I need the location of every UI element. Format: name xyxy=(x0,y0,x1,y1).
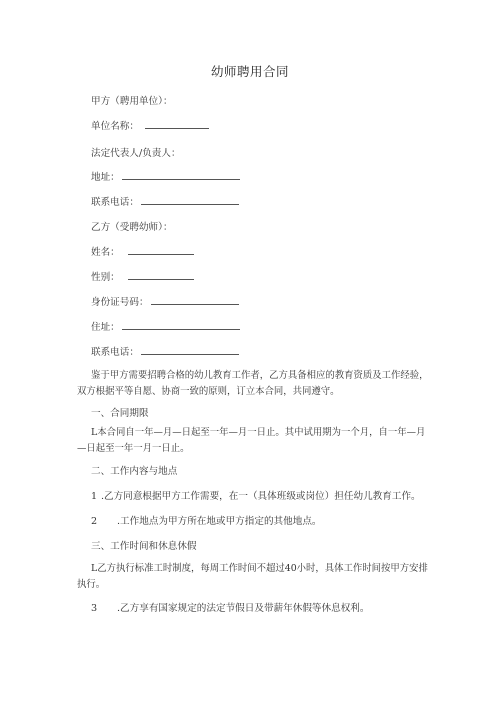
section3-item3-text: .乙方享有国家规定的法定节假日及带薪年休假等休息权利。 xyxy=(117,603,370,614)
legal-rep-label: 法定代表人/负责人： xyxy=(91,148,181,159)
intro-text: 鉴于甲方需要招聘合格的幼儿教育工作者，乙方具备相应的教育资质及工作经验，双方根据平等自愿、协商一致的原则，订立本合同，共同遵守。 xyxy=(77,370,429,397)
phone-a-label: 联系电话： xyxy=(91,197,139,208)
party-b-heading: 乙方（受聘幼师）： xyxy=(91,222,173,233)
section2-item2-number: 2 xyxy=(91,516,98,527)
address-a-blank xyxy=(122,171,240,180)
party-a-heading: 甲方（聘用单位）： xyxy=(91,96,173,107)
section2-item2-text: .工作地点为甲方所在地或甲方指定的其他地点。 xyxy=(117,516,322,527)
unit-name-field xyxy=(91,120,209,133)
phone-b-field xyxy=(91,346,239,359)
name-blank xyxy=(128,246,194,255)
section3-text: L乙方执行标准工时制度，每周工作时间不超过40小时，具体工作时间按甲方安排执行。 xyxy=(77,563,428,590)
phone-b-label: 联系电话： xyxy=(91,347,139,358)
phone-b-blank xyxy=(141,346,239,355)
unit-name-label: 单位名称： xyxy=(91,121,139,132)
residence-field xyxy=(91,321,240,334)
name-field xyxy=(91,246,194,259)
id-field xyxy=(91,296,239,309)
address-a-label: 地址： xyxy=(91,172,120,183)
section2-heading: 二、工作内容与地点 xyxy=(91,466,178,477)
id-label: 身份证号码： xyxy=(91,297,149,308)
id-blank xyxy=(151,296,239,305)
page-title: 幼师聘用合同 xyxy=(210,64,289,79)
section3-heading: 三、工作时间和休息休假 xyxy=(91,541,197,552)
section1-heading: 一、合同期限 xyxy=(91,408,149,419)
section1-text: L本合同自一年—月—日起至一年—月一日止。其中试用期为一个月，自一年—月—日起至一年一月一日止。 xyxy=(77,427,426,454)
section2-item1-text: .乙方同意根据甲方工作需要，在一（具体班级或岗位）担任幼儿教育工作。 xyxy=(101,491,421,502)
address-a-field xyxy=(91,171,240,184)
residence-label: 住址： xyxy=(91,322,120,333)
phone-a-field xyxy=(91,196,239,209)
section1-paragraph xyxy=(77,425,433,456)
residence-blank xyxy=(122,321,240,330)
gender-field xyxy=(91,271,194,284)
section3-item3-number: 3 xyxy=(91,603,98,614)
gender-blank xyxy=(128,271,194,280)
intro-paragraph xyxy=(77,368,433,399)
unit-name-blank xyxy=(145,120,209,129)
section3-paragraph xyxy=(77,561,433,592)
name-label: 姓名： xyxy=(91,247,120,258)
section2-item1-number: 1 xyxy=(91,491,98,502)
gender-label: 性别： xyxy=(91,272,120,283)
phone-a-blank xyxy=(141,196,239,205)
